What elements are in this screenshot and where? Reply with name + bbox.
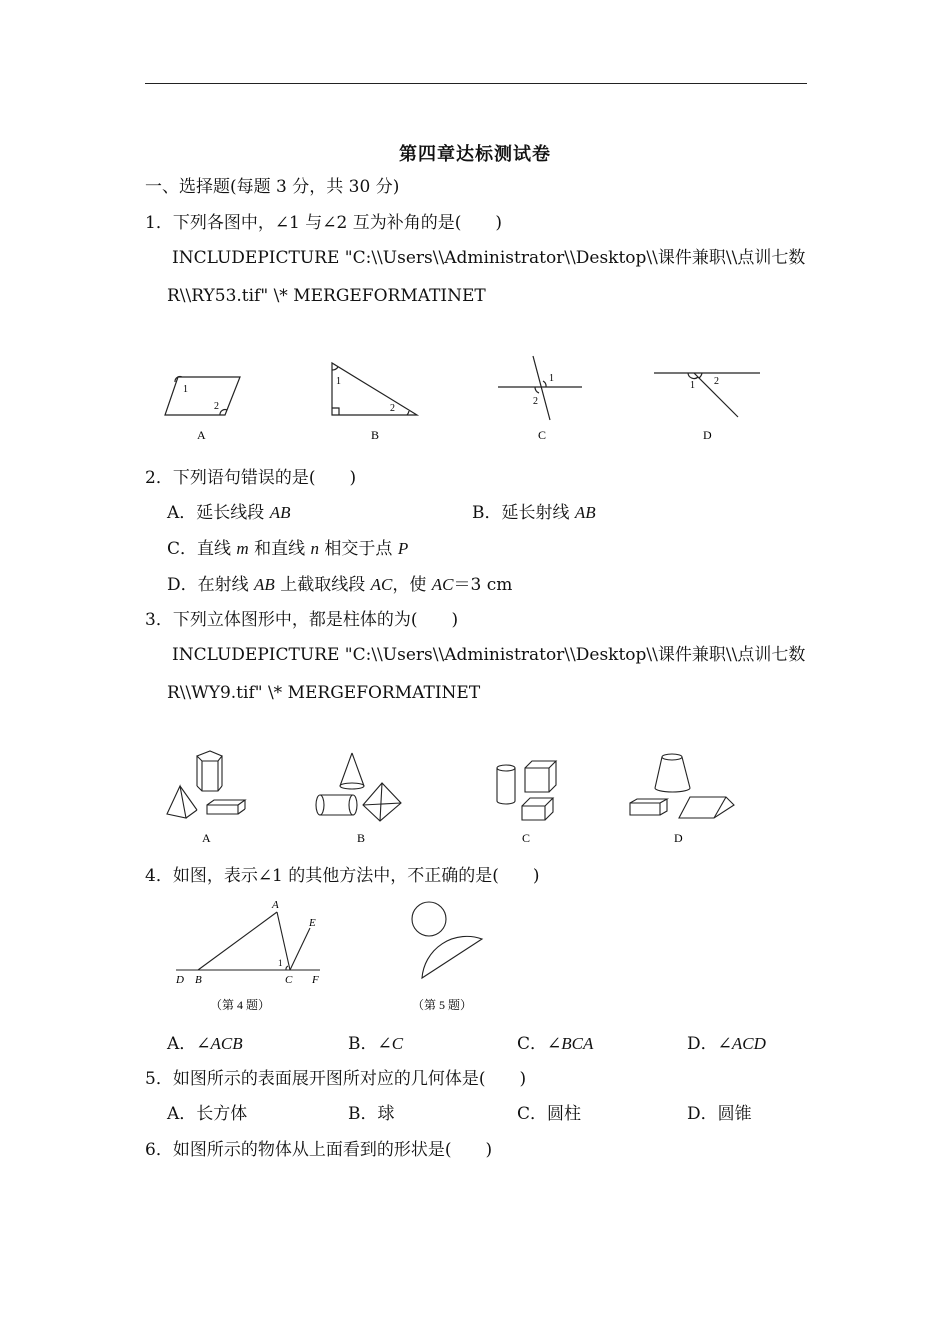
q3-d-label: D bbox=[674, 831, 683, 845]
q2-option-d: D．在射线 AB 上截取线段 AC，使 AC＝3 cm bbox=[167, 575, 513, 595]
q1-b-label: B bbox=[371, 428, 380, 442]
q3-b-label: B bbox=[357, 831, 366, 845]
q5-option-a: A．长方体 bbox=[167, 1104, 248, 1124]
q4-point-c: C bbox=[285, 974, 293, 986]
q1-include-line1: INCLUDEPICTURE "C:\\Users\\Administrator\\Desktop\\课件兼职\\点训七数 bbox=[172, 248, 806, 268]
q1-a-label: A bbox=[197, 428, 206, 442]
q4-option-d: D．∠ACD bbox=[687, 1034, 766, 1054]
q4-point-a: A bbox=[272, 899, 279, 911]
q3-include-line1: INCLUDEPICTURE "C:\\Users\\Administrator\\Desktop\\课件兼职\\点训七数 bbox=[172, 645, 806, 665]
q5-figure bbox=[400, 897, 510, 1020]
q1-b-angle1: 1 bbox=[336, 376, 341, 387]
q1-stem: 1．下列各图中，∠1 与∠2 互为补角的是( ) bbox=[145, 213, 503, 233]
header-rule bbox=[145, 83, 807, 84]
q1-figure-d bbox=[654, 373, 760, 417]
q3-figure-a bbox=[167, 751, 245, 818]
q4-option-a: A．∠ACB bbox=[167, 1034, 243, 1054]
q1-d-label: D bbox=[703, 428, 712, 442]
q1-figure-a bbox=[165, 377, 240, 415]
q3-a-label: A bbox=[202, 831, 211, 845]
q4-caption: （第 4 题） bbox=[210, 998, 271, 1012]
q4-figure bbox=[170, 895, 340, 1020]
q4-point-b: B bbox=[195, 974, 202, 986]
q4-point-e: E bbox=[309, 917, 316, 929]
q3-figure-c bbox=[497, 761, 556, 820]
q6-stem: 6．如图所示的物体从上面看到的形状是( ) bbox=[145, 1140, 493, 1160]
q3-figures bbox=[160, 748, 760, 848]
q1-figure-c bbox=[498, 356, 582, 420]
q5-caption: （第 5 题） bbox=[412, 998, 473, 1012]
q1-d-angle2: 2 bbox=[714, 376, 719, 387]
q5-option-c: C．圆柱 bbox=[517, 1104, 582, 1124]
q2-option-b: B．延长射线 AB bbox=[472, 503, 596, 523]
q1-a-angle2: 2 bbox=[214, 401, 219, 412]
q4-option-c: C．∠BCA bbox=[517, 1034, 594, 1054]
q1-c-angle1: 1 bbox=[549, 373, 554, 384]
q4-point-f: F bbox=[312, 974, 319, 986]
q1-c-angle2: 2 bbox=[533, 396, 538, 407]
page-title: 第四章达标测试卷 bbox=[399, 144, 551, 165]
q2-stem: 2．下列语句错误的是( ) bbox=[145, 468, 357, 488]
q4-point-d: D bbox=[176, 974, 184, 986]
q5-stem: 5．如图所示的表面展开图所对应的几何体是( ) bbox=[145, 1069, 527, 1089]
q5-option-d: D．圆锥 bbox=[687, 1104, 752, 1124]
q1-include-line2: R\\RY53.tif" \* MERGEFORMATINET bbox=[167, 286, 486, 306]
q1-c-label: C bbox=[538, 428, 547, 442]
q4-stem: 4．如图，表示∠1 的其他方法中，不正确的是( ) bbox=[145, 866, 540, 886]
q4-angle-mark: 1 bbox=[278, 958, 283, 968]
q3-figure-b bbox=[316, 753, 401, 821]
q2-option-c: C．直线 m 和直线 n 相交于点 P bbox=[167, 539, 409, 559]
section-heading: 一、选择题(每题 3 分，共 30 分) bbox=[145, 177, 400, 197]
q3-figure-d bbox=[630, 754, 734, 818]
q3-include-line2: R\\WY9.tif" \* MERGEFORMATINET bbox=[167, 683, 481, 703]
q1-figure-b bbox=[332, 363, 417, 415]
q1-d-angle1: 1 bbox=[690, 380, 695, 391]
q1-b-angle2: 2 bbox=[390, 403, 395, 414]
q1-a-angle1: 1 bbox=[183, 384, 188, 395]
q1-figures bbox=[160, 350, 780, 450]
q4-option-b: B．∠C bbox=[348, 1034, 404, 1054]
q5-option-b: B．球 bbox=[348, 1104, 395, 1124]
q3-stem: 3．下列立体图形中，都是柱体的为( ) bbox=[145, 610, 459, 630]
q2-option-a: A．延长线段 AB bbox=[167, 503, 291, 523]
q3-c-label: C bbox=[522, 831, 531, 845]
